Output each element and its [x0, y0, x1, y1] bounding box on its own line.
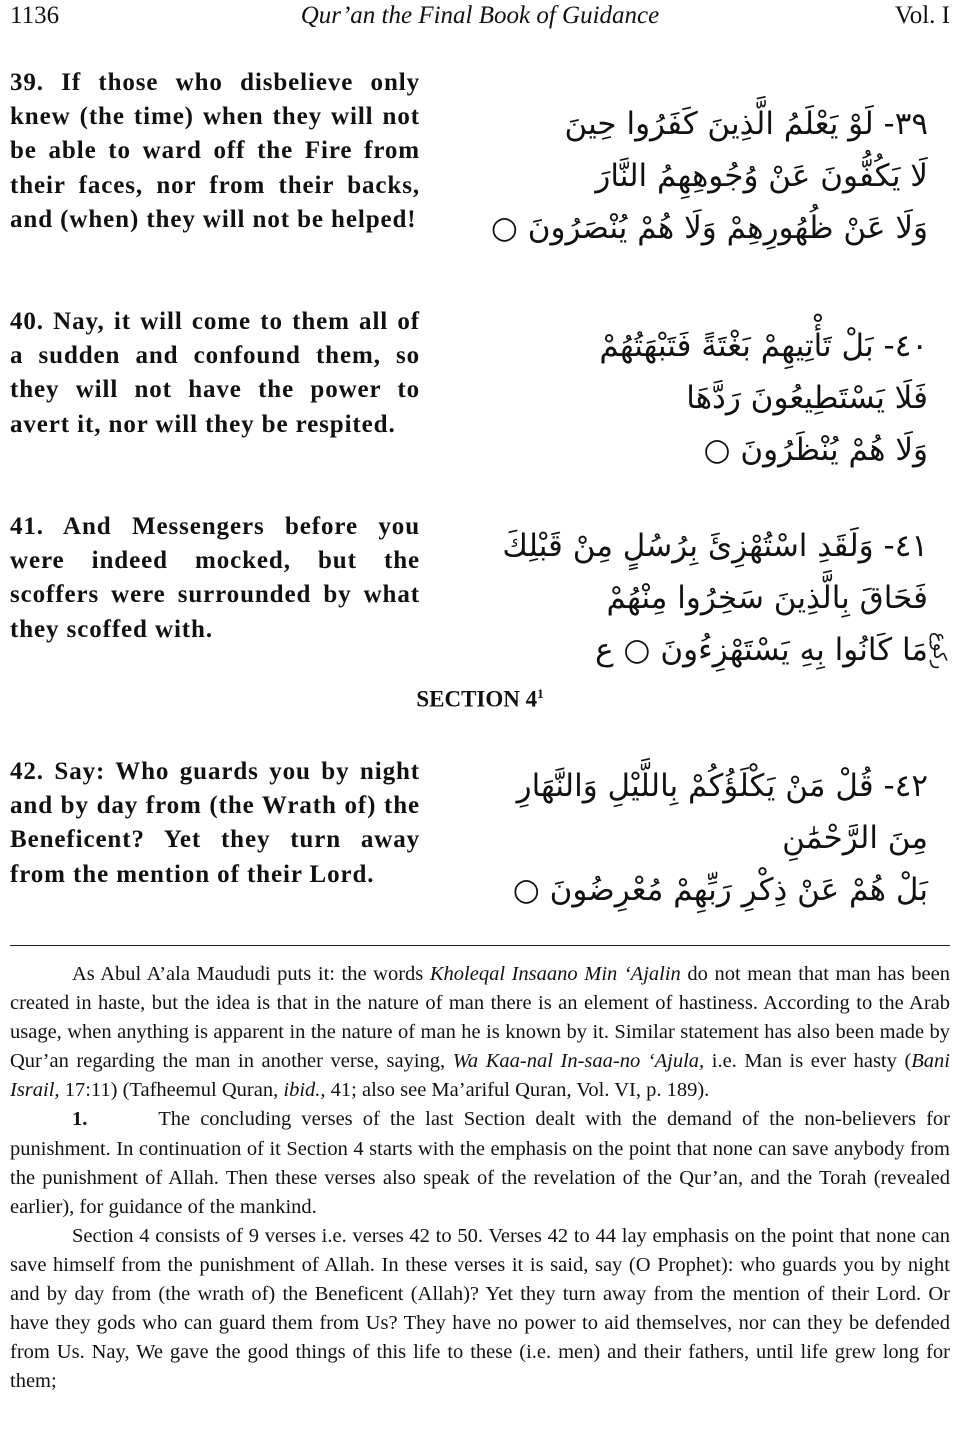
verse-41-english: 41. And Messengers before you were indeed mocked, but the scoffers were surrounded by what they scoffed with.	[10, 513, 420, 643]
arabic-line: فَحَاقَ بِالَّذِينَ سَخِرُوا مِنْهُمْ	[606, 580, 928, 616]
divider-rule	[10, 945, 950, 946]
ruku-marginal-mark: رکوع	[929, 632, 950, 670]
note-text: 17:11) (Tafheemul Quran,	[59, 1079, 284, 1102]
surah-name: Bani Israil,	[10, 1050, 950, 1102]
arabic-line: فَلَا يَسْتَطِيعُونَ رَدَّهَا	[686, 380, 928, 416]
note-text: do not mean that man has been created in haste, but the idea is that in the nature of man there is an element of hastiness. According to the Arab usage, when anything is apparent in the nature of man he is known by it. Similar statement has also been made by Qur’an regarding the man in another verse, saying,	[10, 963, 950, 1073]
verse-40-arabic	[458, 320, 928, 476]
footnote-ref: 1	[537, 686, 544, 701]
note-paragraph-section-4: Section 4 consists of 9 verses i.e. verses 42 to 50. Verses 42 to 44 lay emphasis on the point that none can save himself from the punishment of Allah. In these verses it is said, say (O Prophet): who guards you by night and by day from (the wrath of) the Beneficent (Allah)? Yet they turn away from the mention of their Lord. Or have they gods who can guard them from Us? They have no power to aid themselves, nor can they be defended from Us. Nay, We gave the good things of this life to these (i.e. men) and their fathers, until life grew long for them;	[10, 1224, 950, 1393]
note-text: i.e. Man is ever hasty (	[704, 1050, 912, 1073]
arabic-line: مِنَ الرَّحْمَٰنِ	[782, 820, 928, 856]
arabic-line: وَلَا عَنْ ظُهُورِهِمْ وَلَا هُمْ يُنْصَرُونَ ○	[490, 210, 928, 246]
arabic-line: لَا يَكُفُّونَ عَنْ وُجُوهِهِمُ النَّارَ	[595, 158, 928, 194]
note-text: 41; also see Ma’ariful Quran, Vol. VI, p. 189).	[325, 1079, 710, 1102]
section-heading	[0, 686, 960, 713]
note-text: As Abul A’ala Maududi puts it: the words	[72, 963, 430, 985]
ibid: ibid.,	[283, 1079, 326, 1102]
section-heading-label: SECTION 4	[416, 686, 538, 712]
footnote-text: The concluding verses of the last Section dealt with the demand of the non-believers for punishment. In continuation of it Section 4 starts with the emphasis on the point that none can save anybody from the punishment of Allah. Then these verses also speak of the revelation of the Qur’an, and the Torah (revealed earlier), for guidance of the mankind.	[10, 1108, 950, 1218]
note-paragraph-maududi	[10, 960, 950, 1105]
arabic-line: مَا كَانُوا بِهِ يَسْتَهْزِءُونَ ○ ع	[595, 632, 928, 668]
verse-39-english: 39. If those who disbelieve only knew (the time) when they will not be able to ward off the Fire from their faces, nor from their backs, and (when) they will not be helped!	[10, 69, 420, 233]
arabic-line: بَلْ هُمْ عَنْ ذِكْرِ رَبِّهِمْ مُعْرِضُونَ ○	[512, 872, 928, 908]
verse-41-arabic	[458, 520, 928, 676]
transliteration: Kholeqal Insaano Min ‘Ajalin	[429, 963, 681, 985]
commentary-notes	[10, 960, 950, 1396]
transliteration: Wa Kaa-nal In-saa-no ‘Ajula,	[452, 1050, 705, 1073]
volume-label: Vol. I	[894, 2, 950, 29]
arabic-line: ٣٩- لَوْ يَعْلَمُ الَّذِينَ كَفَرُوا حِينَ	[564, 106, 928, 142]
footnote-number: 1.	[72, 1108, 88, 1131]
verse-42-english: 42. Say: Who guards you by night and by day from (the Wrath of) the Beneficent? Yet they turn away from the mention of their Lord.	[10, 758, 420, 888]
arabic-line: ٤١- وَلَقَدِ اسْتُهْزِئَ بِرُسُلٍ مِنْ قَبْلِكَ	[502, 528, 928, 564]
running-header	[10, 2, 950, 38]
arabic-line: وَلَا هُمْ يُنْظَرُونَ ○	[703, 432, 928, 468]
footnote-1	[10, 1105, 950, 1221]
verse-40-english: 40. Nay, it will come to them all of a sudden and confound them, so they will not have the power to avert it, nor will they be respited.	[10, 308, 420, 438]
arabic-line: ٤٢- قُلْ مَنْ يَكْلَؤُكُمْ بِاللَّيْلِ وَالنَّهَارِ	[516, 768, 928, 804]
book-title: Qur’an the Final Book of Guidance	[300, 2, 660, 29]
verse-39-arabic	[458, 98, 928, 254]
page-number: 1136	[10, 2, 60, 29]
verse-42-arabic	[458, 760, 928, 916]
arabic-line: ٤٠- بَلْ تَأْتِيهِمْ بَغْتَةً فَتَبْهَتُهُمْ	[599, 328, 928, 364]
